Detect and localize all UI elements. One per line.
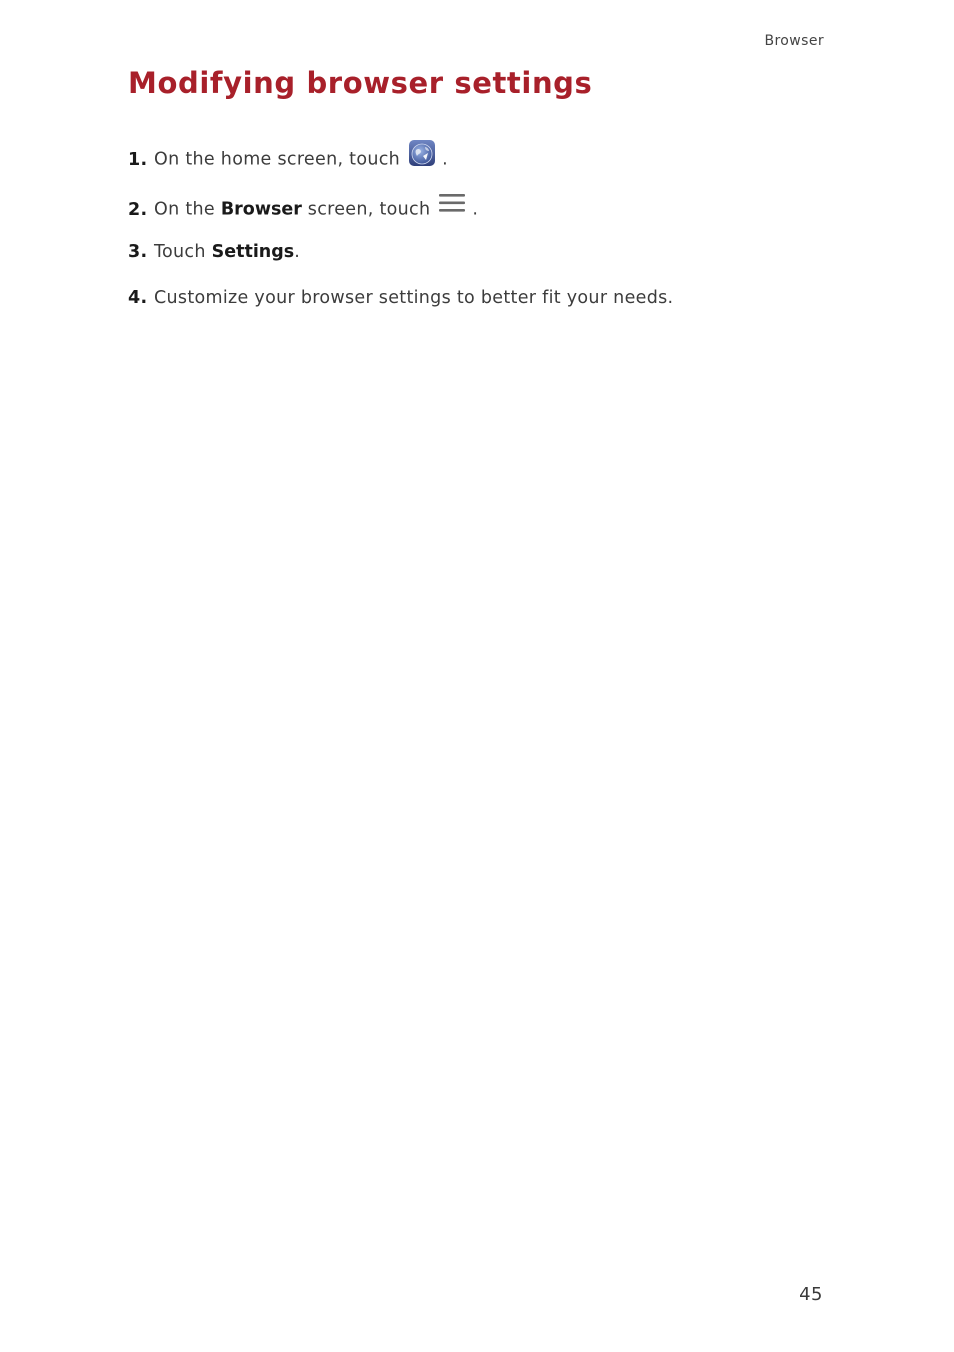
step-text-end: . xyxy=(472,199,479,220)
step-number: 1. xyxy=(128,149,148,170)
step-text: screen, touch xyxy=(307,199,431,220)
running-header: Browser xyxy=(764,33,824,49)
step-number: 2. xyxy=(128,199,148,220)
browser-app-icon xyxy=(408,142,436,177)
menu-icon xyxy=(438,195,466,224)
step-text-end: . xyxy=(442,149,448,170)
step-1 xyxy=(128,142,448,177)
step-text-end: . xyxy=(294,242,301,262)
step-text: Customize your browser settings to better fit your needs. xyxy=(154,288,674,308)
step-3 xyxy=(128,240,300,264)
step-4 xyxy=(128,286,673,310)
step-2 xyxy=(128,195,478,224)
step-number: 4. xyxy=(128,288,148,308)
page-title: Modifying browser settings xyxy=(128,66,593,100)
page-number: 45 xyxy=(799,1284,823,1305)
browser-screen-label: Browser xyxy=(220,199,302,220)
step-text: On the xyxy=(154,199,215,220)
step-number: 3. xyxy=(128,242,148,262)
step-text: On the home screen, touch xyxy=(154,149,401,170)
settings-label: Settings xyxy=(211,242,295,262)
step-text: Touch xyxy=(154,242,206,262)
